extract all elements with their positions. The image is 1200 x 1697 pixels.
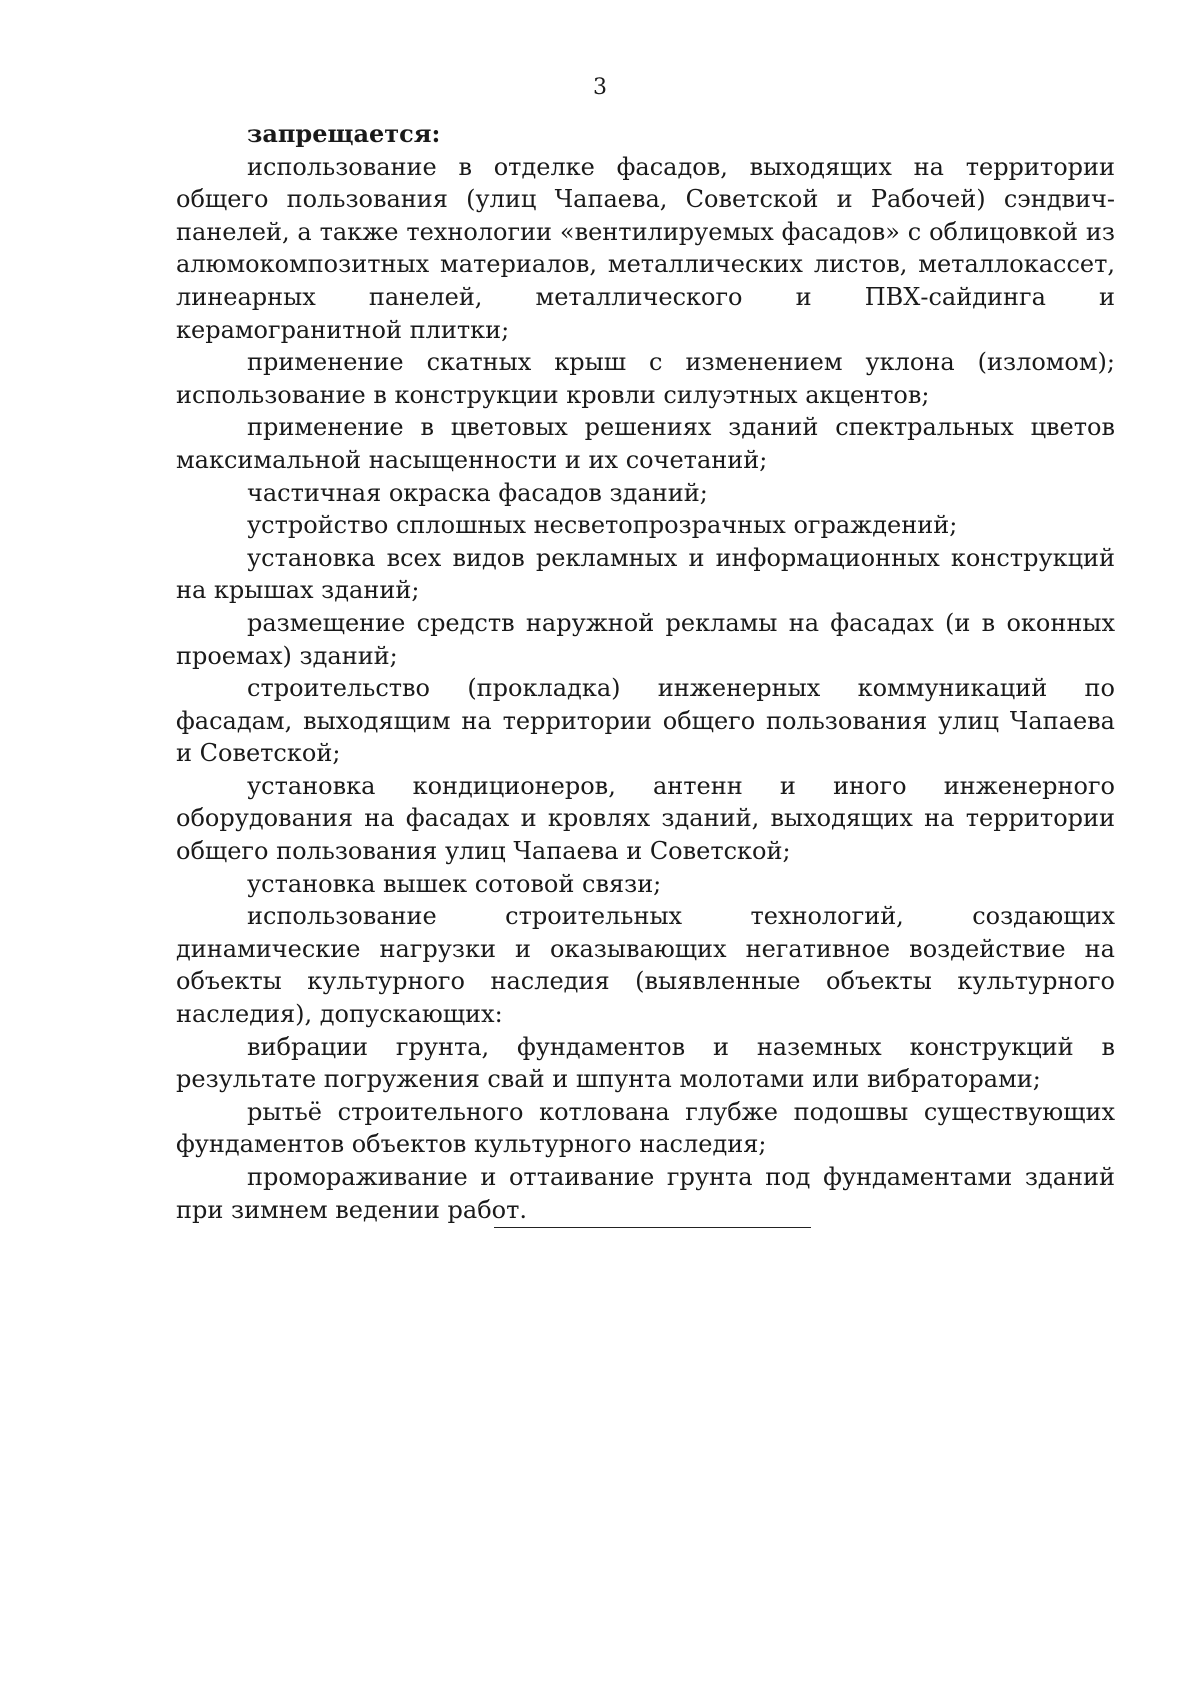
paragraph: установка вышек сотовой связи; xyxy=(247,869,662,898)
paragraph: размещение средств наружной рекламы на фасадах (и в оконных проемах) зданий; xyxy=(176,608,1115,670)
paragraph: промораживание и оттаивание грунта под фундаментами зданий при зимнем ведении работ. xyxy=(176,1163,1115,1224)
paragraph: использование в отделке фасадов, выходящих на территории общего пользования (улиц Чапаева, Советской и Рабочей) сэндвич-панелей, а также технологии «вентилируемых фасадов» с облицовкой из алюмокомпозитных материалов, металлических листов, металлокассет, линеарных панелей, металлического и ПВХ-сайдинга и керамогранитной плитки; xyxy=(176,152,1115,344)
paragraph: установка кондиционеров, антенн и иного инженерного оборудования на фасадах и кровлях зданий, выходящих на территории общего пользования улиц Чапаева и Советской; xyxy=(176,771,1115,866)
page-number: 3 xyxy=(593,75,607,100)
paragraph: использование строительных технологий, создающих динамические нагрузки и оказывающих негативное воздействие на объекты культурного наследия (выявленные объекты культурного наследия), допускающих: xyxy=(176,902,1115,1029)
paragraph: вибрации грунта, фундаментов и наземных конструкций в результате погружения свай и шпунта молотами или вибраторами; xyxy=(176,1032,1115,1094)
closing-rule xyxy=(494,1227,811,1228)
paragraph: устройство сплошных несветопрозрачных ограждений; xyxy=(247,511,958,540)
paragraph: рытьё строительного котлована глубже подошвы существующих фундаментов объектов культурного наследия; xyxy=(176,1097,1115,1159)
document-body xyxy=(176,118,1115,1226)
section-heading: запрещается: xyxy=(247,119,441,148)
paragraph: строительство (прокладка) инженерных коммуникаций по фасадам, выходящим на территории общего пользования улиц Чапаева и Советской; xyxy=(176,674,1115,768)
paragraph: установка всех видов рекламных и информационных конструкций на крышах зданий; xyxy=(176,543,1115,605)
paragraph: применение скатных крыш с изменением уклона (изломом); использование в конструкции кровли силуэтных акцентов; xyxy=(176,348,1115,409)
paragraph: применение в цветовых решениях зданий спектральных цветов максимальной насыщенности и их сочетаний; xyxy=(176,413,1115,474)
paragraph: частичная окраска фасадов зданий; xyxy=(247,478,708,507)
